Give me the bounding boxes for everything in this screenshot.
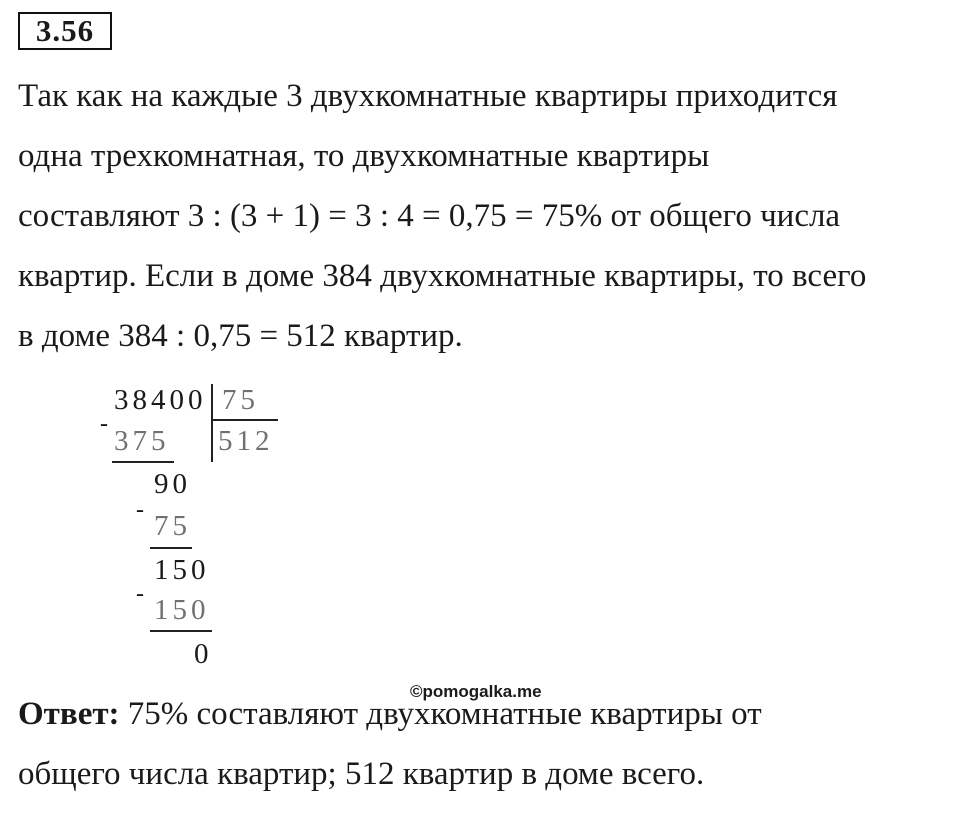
- answer-label: Ответ:: [18, 696, 120, 732]
- divisor-underline: [212, 419, 278, 421]
- watermark-text: ©pomogalka.me: [410, 682, 542, 701]
- solution-line-4: квартир. Если в доме 384 двухкомнатные квартиры, то всего: [18, 258, 867, 294]
- dividend: 38400: [114, 384, 207, 416]
- solution-line-1: Так как на каждые 3 двухкомнатные квартиры приходится: [18, 78, 838, 114]
- answer-text-1: 75% составляют двухкомнатные квартиры от: [119, 696, 762, 732]
- minus-sign-3: -: [136, 581, 144, 607]
- step-1-underline: [112, 461, 174, 463]
- answer-line-2: общего числа квартир; 512 квартир в доме всего.: [18, 756, 705, 792]
- problem-number: 3.56: [18, 12, 112, 50]
- solution-line-3: составляют 3 : (3 + 1) = 3 : 4 = 0,75 = 75% от общего числа: [18, 198, 841, 234]
- quotient: 512: [218, 425, 274, 457]
- division-vertical-bar: [211, 384, 213, 462]
- step-2-underline: [150, 547, 192, 549]
- minus-sign-2: -: [136, 497, 144, 523]
- step-3-underline: [150, 630, 212, 632]
- remainder-2: 150: [154, 554, 210, 586]
- subtrahend-2: 75: [154, 510, 191, 542]
- subtrahend-1: 375: [114, 425, 170, 457]
- answer-line-1: [18, 696, 762, 733]
- divisor: 75: [222, 384, 259, 416]
- solution-line-2: одна трехкомнатная, то двухкомнатные квартиры: [18, 138, 710, 174]
- remainder-3: 0: [194, 638, 213, 670]
- minus-sign-1: -: [100, 411, 108, 437]
- solution-line-5: в доме 384 : 0,75 = 512 квартир.: [18, 318, 463, 354]
- remainder-1: 90: [154, 468, 191, 500]
- subtrahend-3: 150: [154, 594, 210, 626]
